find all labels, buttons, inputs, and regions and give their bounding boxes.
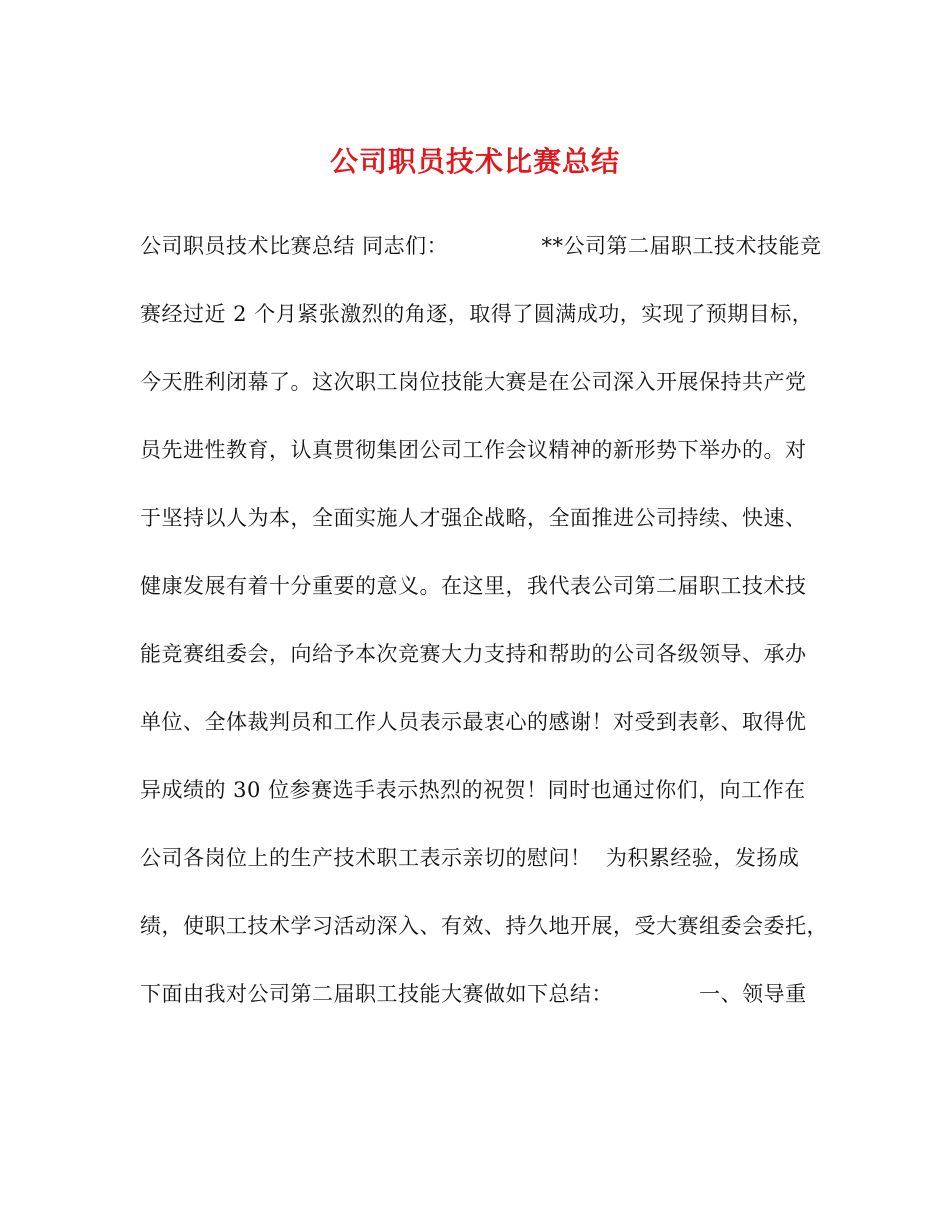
body-line-12: 下面由我对公司第二届职工技能大赛做如下总结： 一、领导重 xyxy=(140,982,807,1006)
document-title: 公司职员技术比赛总结 xyxy=(329,145,620,178)
body-line-8: 单位、全体裁判员和工作人员表示最衷心的感谢！对受到表彰、取得优 xyxy=(140,710,807,734)
body-line-2: 赛经过近 2 个月紧张激烈的角逐，取得了圆满成功，实现了预期目标， xyxy=(140,302,814,326)
body-line-1: 公司职员技术比赛总结 同志们： **公司第二届职工技术技能竞 xyxy=(140,234,822,258)
body-line-3: 今天胜利闭幕了。这次职工岗位技能大赛是在公司深入开展保持共产党 xyxy=(140,370,807,394)
body-line-11: 绩，使职工技术学习活动深入、有效、持久地开展，受大赛组委会委托， xyxy=(140,914,828,938)
body-line-9: 异成绩的 30 位参赛选手表示热烈的祝贺！同时也通过你们，向工作在 xyxy=(140,778,806,802)
document-body xyxy=(140,226,830,1042)
body-line-10: 公司各岗位上的生产技术职工表示亲切的慰问！ 为积累经验，发扬成 xyxy=(140,846,800,870)
body-line-4: 员先进性教育，认真贯彻集团公司工作会议精神的新形势下举办的。对 xyxy=(140,438,807,462)
body-line-7: 能竞赛组委会，向给予本次竞赛大力支持和帮助的公司各级领导、承办 xyxy=(140,642,807,666)
body-line-6: 健康发展有着十分重要的意义。在这里，我代表公司第二届职工技术技 xyxy=(140,574,807,598)
body-line-5: 于坚持以人为本，全面实施人才强企战略，全面推进公司持续、快速、 xyxy=(140,506,807,530)
